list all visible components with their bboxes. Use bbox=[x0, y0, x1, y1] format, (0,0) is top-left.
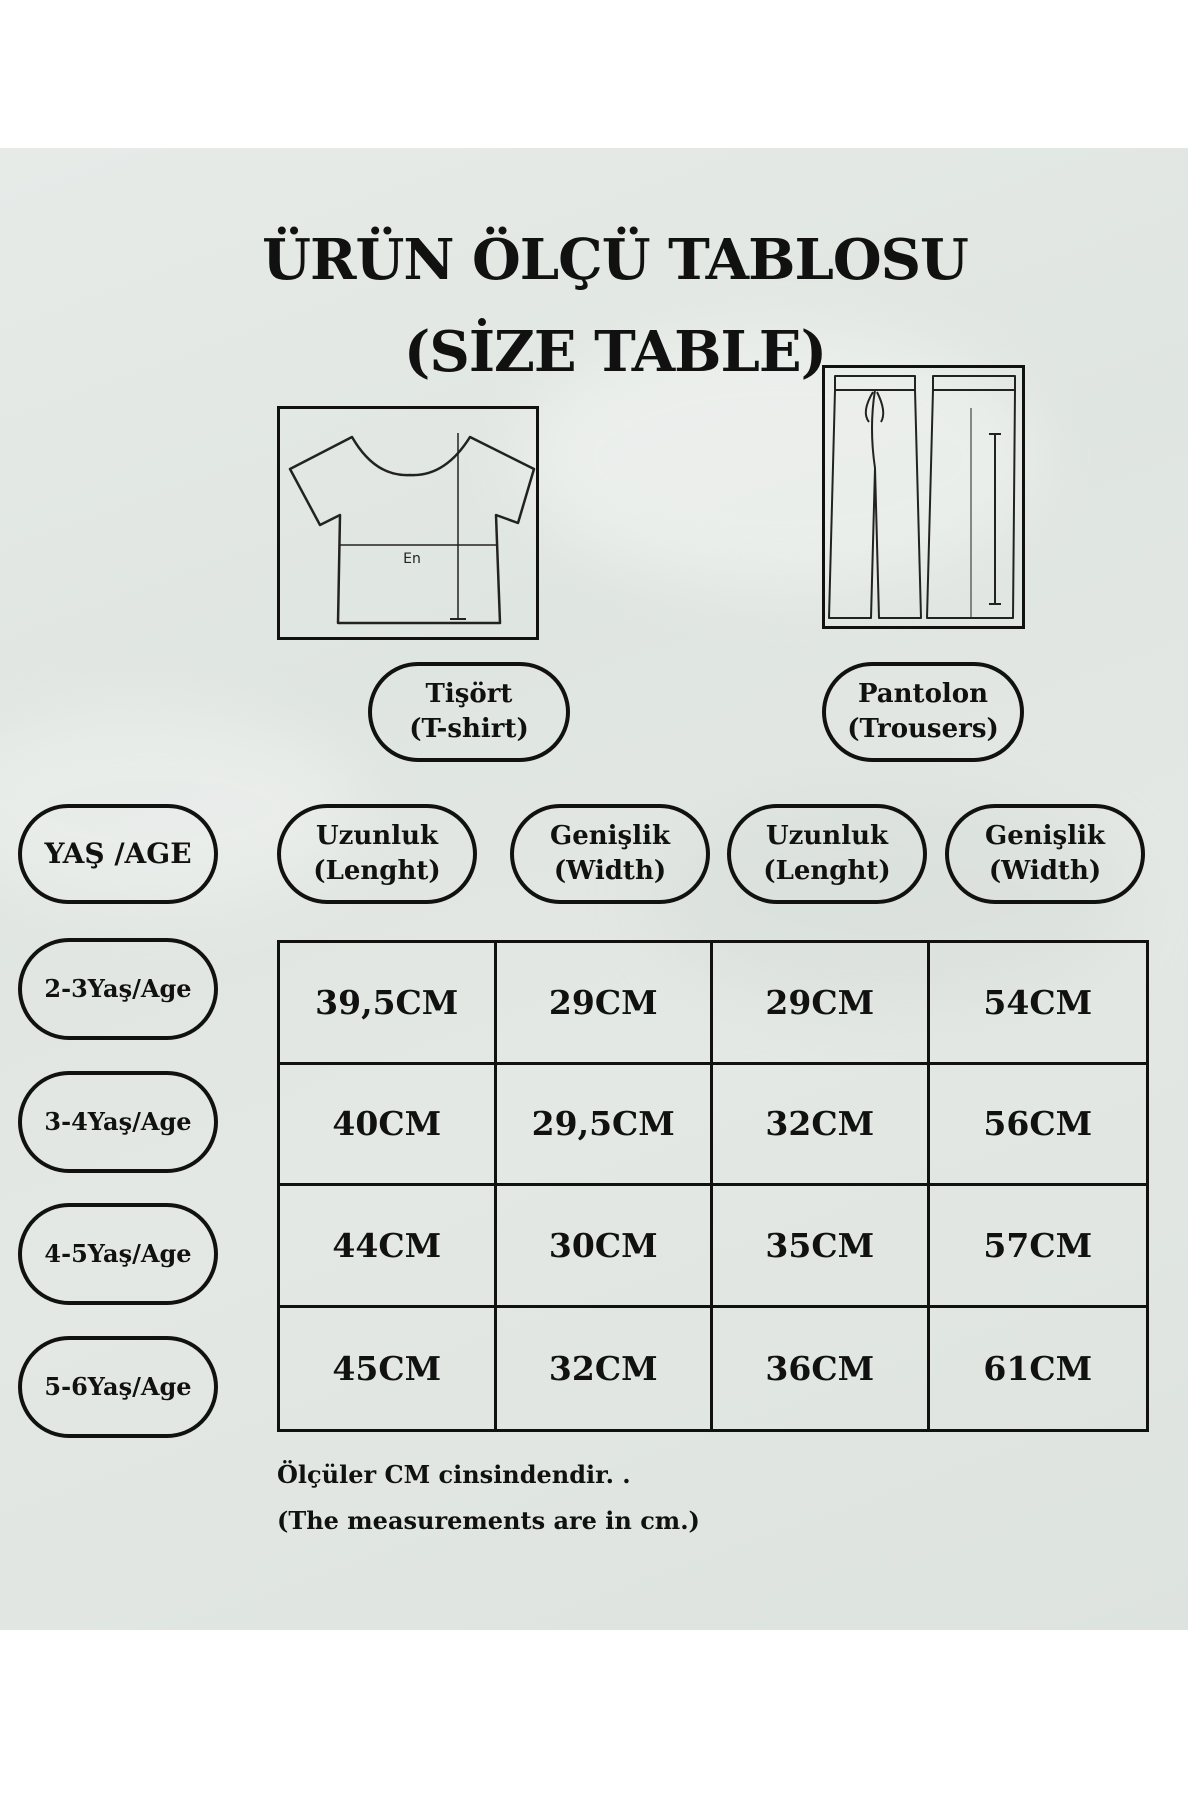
column-header-label: Genişlik bbox=[550, 820, 670, 851]
age-label-text: 3-4Yaş/Age bbox=[44, 1106, 192, 1136]
age-label bbox=[18, 1336, 218, 1438]
product-name-en: (Trousers) bbox=[847, 714, 999, 744]
age-header-label: YAŞ /AGE bbox=[44, 837, 192, 871]
column-header-label: Uzunluk bbox=[765, 820, 889, 851]
column-header bbox=[277, 804, 477, 904]
table-cell: 56CM bbox=[930, 1065, 1147, 1187]
table-cell: 40CM bbox=[280, 1065, 497, 1187]
column-header-label-en: (Lenght) bbox=[313, 856, 441, 886]
table-cell: 45CM bbox=[280, 1308, 497, 1430]
age-label-text: 4-5Yaş/Age bbox=[44, 1238, 192, 1268]
age-label bbox=[18, 1203, 218, 1305]
table-cell: 61CM bbox=[983, 1348, 1093, 1388]
measurement-table bbox=[277, 940, 1149, 1432]
table-cell: 35CM bbox=[713, 1186, 930, 1308]
column-header-label-en: (Width) bbox=[553, 856, 667, 886]
table-cell: 29CM bbox=[497, 943, 714, 1065]
column-header bbox=[945, 804, 1145, 904]
table-cell: 39,5CM bbox=[280, 943, 497, 1065]
age-label-text: 5-6Yaş/Age bbox=[44, 1371, 192, 1401]
product-name-en: (T-shirt) bbox=[409, 714, 529, 744]
table-cell: 44CM bbox=[280, 1186, 497, 1308]
column-header-label-en: (Width) bbox=[988, 856, 1102, 886]
tshirt-icon bbox=[280, 409, 536, 637]
measurement-note-en: (The measurements are in cm.) bbox=[277, 1506, 700, 1535]
tshirt-diagram bbox=[277, 406, 539, 640]
table-cell: 36CM bbox=[713, 1308, 930, 1430]
table-cell: 30CM bbox=[497, 1186, 714, 1308]
page-subtitle: (SİZE TABLE) bbox=[403, 319, 827, 385]
column-header-label: Genişlik bbox=[985, 820, 1105, 851]
table-cell: 54CM bbox=[930, 943, 1147, 1065]
table-cell: 57CM bbox=[930, 1186, 1147, 1308]
table-cell: 32CM bbox=[713, 1065, 930, 1187]
page-title: ÜRÜN ÖLÇÜ TABLOSU bbox=[262, 227, 968, 293]
column-header-label: Uzunluk bbox=[315, 820, 439, 851]
product-name: Tişört bbox=[425, 678, 513, 709]
column-header bbox=[510, 804, 710, 904]
age-label bbox=[18, 938, 218, 1040]
product-name: Pantolon bbox=[857, 678, 989, 709]
column-header bbox=[727, 804, 927, 904]
age-label-text: 2-3Yaş/Age bbox=[44, 973, 192, 1003]
table-cell: 29,5CM bbox=[497, 1065, 714, 1187]
tshirt-width-label: En bbox=[403, 551, 421, 567]
table-cell: 29CM bbox=[713, 943, 930, 1065]
trousers-diagram bbox=[822, 365, 1025, 629]
age-header bbox=[18, 804, 218, 904]
product-label-tshirt bbox=[368, 662, 570, 762]
column-header-label-en: (Lenght) bbox=[763, 856, 891, 886]
age-label bbox=[18, 1071, 218, 1173]
measurement-note: Ölçüler CM cinsindendir. . bbox=[277, 1460, 631, 1489]
table-cell: 32CM bbox=[497, 1308, 714, 1430]
product-label-trousers bbox=[822, 662, 1024, 762]
trousers-icon bbox=[825, 368, 1022, 626]
